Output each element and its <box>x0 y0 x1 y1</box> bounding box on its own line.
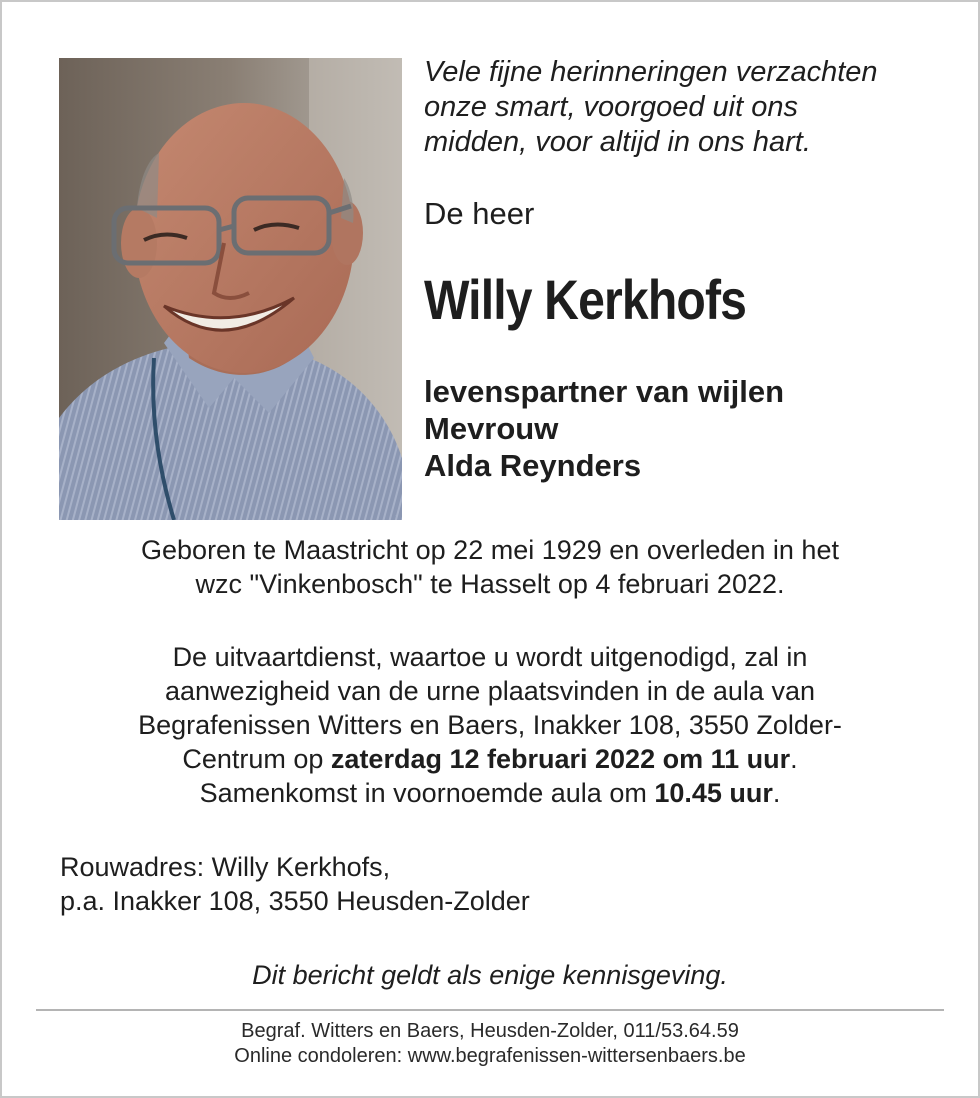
poem-line: onze smart, voorgoed uit ons <box>424 91 798 123</box>
funeral-home-footer <box>40 1019 940 1069</box>
partner-line: Mevrouw <box>424 411 559 446</box>
poem-line: Vele fijne herinneringen verzachten <box>424 56 878 88</box>
partner-line: levenspartner van wijlen <box>424 374 785 409</box>
notice-text: Dit bericht geldt als enige kennisgeving. <box>252 960 728 990</box>
service-line: aanwezigheid van de urne plaatsvinden in de aula van <box>165 676 815 706</box>
address-line: p.a. Inakker 108, 3550 Heusden-Zolder <box>60 886 530 916</box>
service-date-suffix: . <box>790 744 798 774</box>
mourning-address <box>60 850 530 918</box>
death-line: wzc "Vinkenbosch" te Hasselt op 4 februari 2022. <box>195 569 785 599</box>
partner-info <box>424 373 784 484</box>
divider <box>36 1009 944 1011</box>
portrait-photo <box>59 58 402 520</box>
online-condolence: Online condoleren: www.begrafenissen-wittersenbaers.be <box>234 1045 746 1067</box>
service-line: Begrafenissen Witters en Baers, Inakker 108, 3550 Zolder- <box>138 710 842 740</box>
birth-death-info <box>40 533 940 601</box>
honorific: De heer <box>424 196 535 231</box>
funeral-service-info <box>40 640 940 810</box>
funeral-home-contact: Begraf. Witters en Baers, Heusden-Zolder, 011/53.64.59 <box>241 1020 739 1042</box>
gathering-line <box>40 776 940 810</box>
service-date-prefix: Centrum op <box>182 744 331 774</box>
service-line: De uitvaartdienst, waartoe u wordt uitgenodigd, zal in <box>172 642 808 672</box>
deceased-name: Willy Kerkhofs <box>424 268 747 331</box>
poem-line: midden, voor altijd in ons hart. <box>424 126 811 158</box>
service-date: zaterdag 12 februari 2022 om 11 uur <box>330 744 791 774</box>
service-date-line <box>40 742 940 776</box>
gathering-suffix: . <box>772 778 781 808</box>
address-line: Rouwadres: Willy Kerkhofs, <box>60 852 391 882</box>
partner-line: Alda Reynders <box>424 448 642 483</box>
memorial-poem <box>424 55 944 160</box>
gathering-prefix: Samenkomst in voornoemde aula om <box>199 778 655 808</box>
gathering-time: 10.45 uur <box>654 778 773 808</box>
birth-line: Geboren te Maastricht op 22 mei 1929 en overleden in het <box>141 535 839 565</box>
